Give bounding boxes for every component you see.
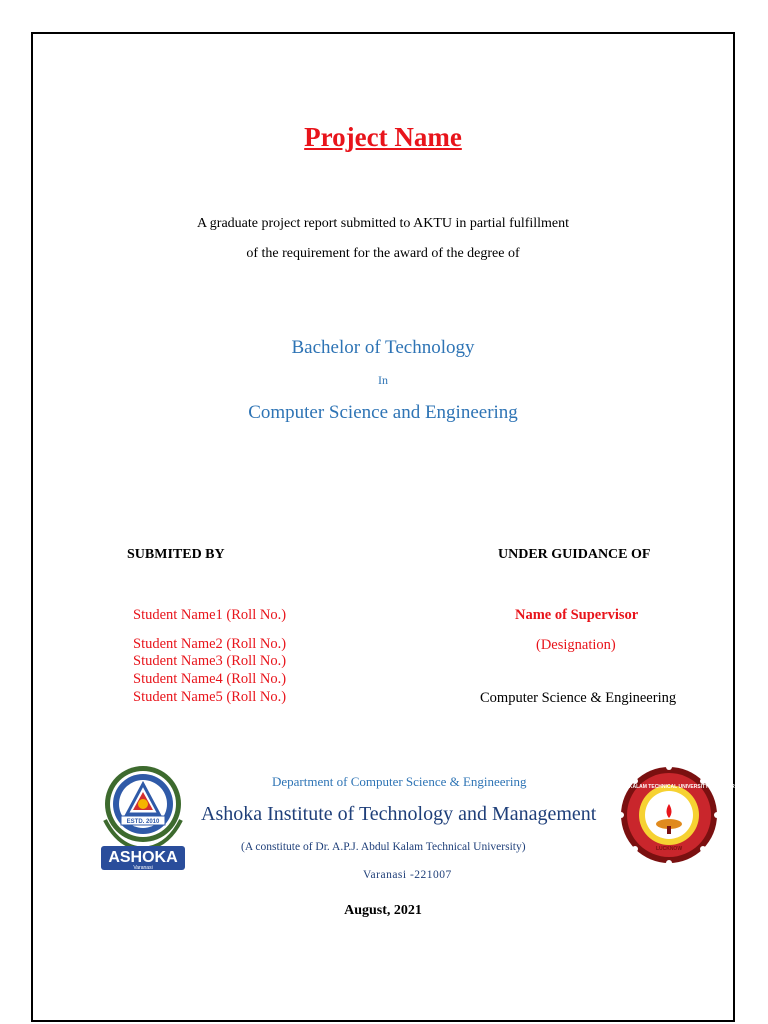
project-title: Project Name [304, 122, 462, 152]
student-name-4: Student Name4 (Roll No.) [133, 671, 287, 687]
ashoka-logo-ribbon: ESTD. 2010 [126, 819, 160, 825]
university-seal-city: LUCKNOW [655, 846, 683, 852]
intro-line-2: of the requirement for the award of the degree of [246, 246, 520, 261]
guidance-heading: UNDER GUIDANCE OF [498, 547, 651, 562]
student-name-1: Student Name1 (Roll No.) [133, 607, 287, 623]
student-name-2: Student Name2 (Roll No.) [133, 636, 287, 652]
ashoka-logo-text: ASHOKA [108, 849, 178, 866]
university-seal-logo [585, 764, 753, 866]
supervisor-department: Computer Science & Engineering [480, 690, 677, 706]
supervisor-designation: (Designation) [536, 637, 616, 653]
ashoka-logo-subtext: Varanasi [133, 865, 153, 871]
degree-name: Bachelor of Technology [291, 337, 475, 358]
institute-location: Varanasi -221007 [363, 869, 452, 881]
intro-line-1: A graduate project report submitted to AKTU in partial fulfillment [196, 216, 570, 231]
submitted-by-heading: SUBMITED BY [127, 547, 225, 562]
institute-department: Department of Computer Science & Engineering [272, 774, 527, 789]
university-seal-text: DR. A.P.J. ABDUL KALAM TECHNICAL UNIVERSITY UTTAR PRADESH [585, 784, 753, 790]
institute-name: Ashoka Institute of Technology and Management [201, 803, 597, 825]
institute-constituent: (A constitute of Dr. A.P.J. Abdul Kalam Technical University) [241, 841, 526, 853]
document-page [31, 32, 753, 1022]
ashoka-logo [97, 764, 189, 872]
student-name-3: Student Name3 (Roll No.) [133, 653, 287, 669]
degree-branch: Computer Science and Engineering [248, 402, 518, 423]
supervisor-name: Name of Supervisor [515, 607, 639, 623]
degree-in: In [378, 373, 388, 387]
report-date: August, 2021 [344, 903, 422, 918]
constituent-text: A constitute of Dr. A.P.J. Abdul Kalam Technical University [244, 841, 522, 853]
student-name-5: Student Name5 (Roll No.) [133, 689, 287, 705]
